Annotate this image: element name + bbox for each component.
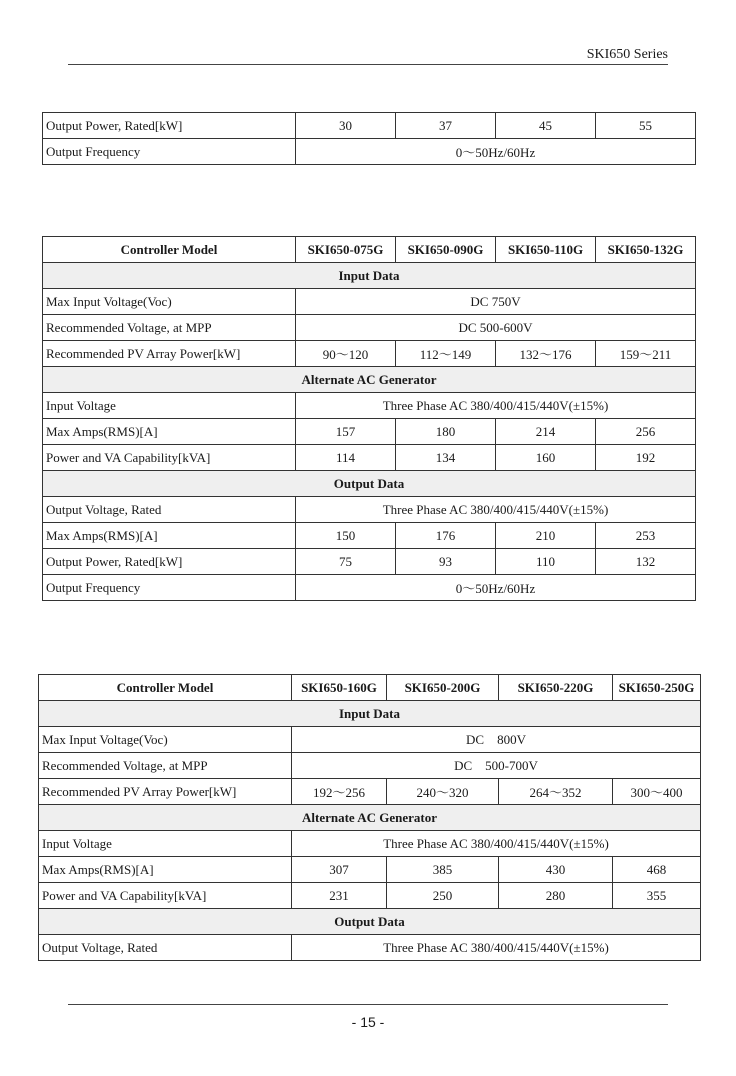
cell-value: 90～120	[296, 341, 396, 367]
model-heading: SKI650-200G	[387, 675, 499, 701]
cell-value: 214	[496, 419, 596, 445]
cell-value: 30	[296, 113, 396, 139]
model-heading: SKI650-075G	[296, 237, 396, 263]
footer-divider	[68, 1004, 668, 1005]
table-row	[39, 727, 701, 753]
section-row	[39, 805, 701, 831]
cell-span-value: 0～50Hz/60Hz	[296, 139, 696, 165]
spec-table-160-250	[38, 674, 701, 961]
table-row	[43, 523, 696, 549]
model-heading: SKI650-090G	[396, 237, 496, 263]
row-label: Max Amps(RMS)[A]	[39, 857, 292, 883]
row-label: Max Input Voltage(Voc)	[39, 727, 292, 753]
page-number: - 15 -	[351, 1014, 385, 1030]
table-row	[39, 779, 701, 805]
controller-model-heading: Controller Model	[39, 675, 292, 701]
model-heading: SKI650-220G	[499, 675, 613, 701]
cell-value: 132	[596, 549, 696, 575]
table-row	[39, 831, 701, 857]
cell-value: 355	[613, 883, 701, 909]
section-heading-generator: Alternate AC Generator	[43, 367, 696, 393]
spec-table-075-132	[42, 236, 696, 601]
model-heading: SKI650-250G	[613, 675, 701, 701]
cell-value: 210	[496, 523, 596, 549]
cell-value: 256	[596, 419, 696, 445]
row-label: Recommended PV Array Power[kW]	[43, 341, 296, 367]
cell-value: 112～149	[396, 341, 496, 367]
cell-value: 430	[499, 857, 613, 883]
cell-span-value: DC 500-600V	[296, 315, 696, 341]
cell-value: 192～256	[292, 779, 387, 805]
cell-span-value: 0～50Hz/60Hz	[296, 575, 696, 601]
row-label: Output Power, Rated[kW]	[43, 113, 296, 139]
cell-value: 150	[296, 523, 396, 549]
cell-value: 180	[396, 419, 496, 445]
cell-span-value: Three Phase AC 380/400/415/440V(±15%)	[292, 831, 701, 857]
model-heading: SKI650-110G	[496, 237, 596, 263]
table-row	[43, 289, 696, 315]
table-row	[43, 341, 696, 367]
row-label: Recommended Voltage, at MPP	[39, 753, 292, 779]
cell-span-value: Three Phase AC 380/400/415/440V(±15%)	[292, 935, 701, 961]
section-heading-generator: Alternate AC Generator	[39, 805, 701, 831]
cell-value: 93	[396, 549, 496, 575]
series-title: SKI650 Series	[586, 47, 668, 62]
cell-value: 385	[387, 857, 499, 883]
section-row	[39, 909, 701, 935]
section-row	[43, 263, 696, 289]
section-row	[43, 367, 696, 393]
spec-table-continuation	[42, 112, 696, 165]
table-row	[43, 497, 696, 523]
row-label: Max Input Voltage(Voc)	[43, 289, 296, 315]
cell-span-value: DC 800V	[292, 727, 701, 753]
row-label: Input Voltage	[43, 393, 296, 419]
cell-value: 114	[296, 445, 396, 471]
table-row	[39, 857, 701, 883]
cell-span-value: DC 750V	[296, 289, 696, 315]
cell-span-value: Three Phase AC 380/400/415/440V(±15%)	[296, 497, 696, 523]
cell-value: 157	[296, 419, 396, 445]
model-heading: SKI650-160G	[292, 675, 387, 701]
row-label: Max Amps(RMS)[A]	[43, 523, 296, 549]
cell-value: 110	[496, 549, 596, 575]
cell-value: 253	[596, 523, 696, 549]
cell-value: 45	[496, 113, 596, 139]
table-row	[43, 113, 696, 139]
table-row	[43, 419, 696, 445]
cell-value: 300～400	[613, 779, 701, 805]
cell-value: 37	[396, 113, 496, 139]
cell-value: 250	[387, 883, 499, 909]
cell-value: 55	[596, 113, 696, 139]
cell-value: 307	[292, 857, 387, 883]
row-label: Power and VA Capability[kVA]	[39, 883, 292, 909]
cell-value: 75	[296, 549, 396, 575]
cell-value: 134	[396, 445, 496, 471]
cell-value: 160	[496, 445, 596, 471]
row-label: Input Voltage	[39, 831, 292, 857]
table-row	[39, 883, 701, 909]
cell-value: 468	[613, 857, 701, 883]
row-label: Recommended PV Array Power[kW]	[39, 779, 292, 805]
cell-span-value: Three Phase AC 380/400/415/440V(±15%)	[296, 393, 696, 419]
cell-value: 159～211	[596, 341, 696, 367]
table-row	[43, 393, 696, 419]
section-heading-input: Input Data	[39, 701, 701, 727]
cell-value: 231	[292, 883, 387, 909]
row-label: Recommended Voltage, at MPP	[43, 315, 296, 341]
section-heading-input: Input Data	[43, 263, 696, 289]
row-label: Output Frequency	[43, 139, 296, 165]
table-row	[43, 575, 696, 601]
table-row	[43, 445, 696, 471]
row-label: Output Voltage, Rated	[43, 497, 296, 523]
row-label: Output Frequency	[43, 575, 296, 601]
table-row	[39, 935, 701, 961]
table-row	[43, 139, 696, 165]
section-row	[43, 471, 696, 497]
row-label: Output Power, Rated[kW]	[43, 549, 296, 575]
row-label: Output Voltage, Rated	[39, 935, 292, 961]
cell-span-value: DC 500-700V	[292, 753, 701, 779]
table-row	[39, 753, 701, 779]
row-label: Power and VA Capability[kVA]	[43, 445, 296, 471]
cell-value: 280	[499, 883, 613, 909]
controller-model-heading: Controller Model	[43, 237, 296, 263]
table-header-row	[39, 675, 701, 701]
row-label: Max Amps(RMS)[A]	[43, 419, 296, 445]
table-row	[43, 549, 696, 575]
table-header-row	[43, 237, 696, 263]
table-row	[43, 315, 696, 341]
cell-value: 240～320	[387, 779, 499, 805]
running-header	[68, 46, 668, 65]
cell-value: 192	[596, 445, 696, 471]
model-heading: SKI650-132G	[596, 237, 696, 263]
section-heading-output: Output Data	[43, 471, 696, 497]
cell-value: 132～176	[496, 341, 596, 367]
section-row	[39, 701, 701, 727]
section-heading-output: Output Data	[39, 909, 701, 935]
cell-value: 176	[396, 523, 496, 549]
cell-value: 264～352	[499, 779, 613, 805]
